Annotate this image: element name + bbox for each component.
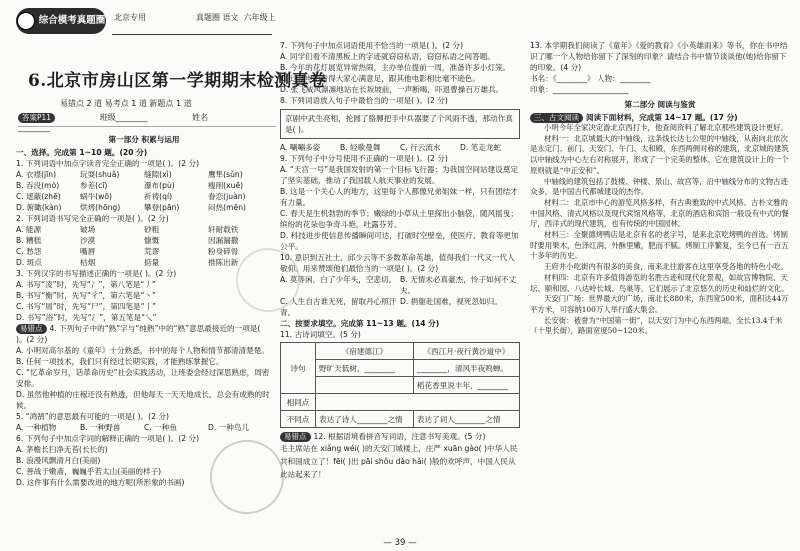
similarity-label: 相同点 <box>281 394 316 411</box>
reading-passage <box>530 123 790 337</box>
option[interactable]: C. 一种鱼 <box>144 423 177 432</box>
section2-heading: 二、按要求填空。完成第 11~13 题。(14 分) <box>280 319 440 328</box>
poem-table <box>280 342 520 428</box>
question-9-option-b[interactable]: B. 这是一个关心人的地方，这里每个人都像兄弟姐妹一样，只有团结才有力量。 <box>280 187 518 207</box>
question-2: 2. 下列词语书写完全正确的一项是( )。(2 分) <box>16 214 169 223</box>
option[interactable]: A. 一种植物 <box>16 423 57 432</box>
option[interactable]: C. 愁怨 <box>16 247 42 256</box>
option[interactable]: 慷慨 <box>144 236 160 245</box>
question-9-option-a[interactable]: A. “天宫一号”是我国发射的第一个目标飞行器；为我国空间站建设奠定了坚实基础，推动了我国载人航天事业的发展。 <box>280 165 518 185</box>
option[interactable]: 荒谬 <box>144 247 160 256</box>
question-8: 8. 下列词语放入句子中最恰当的一项是( )。(2 分) <box>280 96 448 105</box>
option[interactable]: 轩耐载铁 <box>208 225 239 234</box>
option[interactable]: A. 莫等闲，白了少年头，空悲切。 <box>280 275 397 284</box>
material-3: 材料三：全聚德烤鸭店是北京有名的老字号，是来北京吃烤鸭的首选。烤制时要用果木，色泽红润，外酥里嫩，肥而不腻。烤制工序繁复，至今已有一百五十多年的历史。 <box>530 230 789 261</box>
difference-blank[interactable]: 表达了词人________之情 <box>413 411 519 428</box>
question-3-option-a[interactable]: A. 书写“凌”时，先写“冫”，第八笔是“丿” <box>16 280 156 289</box>
option[interactable]: 破场 <box>80 225 96 234</box>
question-6-option-d[interactable]: D. 这件事有什么需要改进的地方呢(所形象的书画) <box>16 478 185 487</box>
material-4: 材料四：北京有许多值得游览的名胜古迹和现代化景观，如故宫博物院、天坛、颐和园、八达岭长城、鸟巢等，它们展示了北京悠久的历史和灿烂的文化。 <box>530 272 789 293</box>
option[interactable]: B. 无情未必真豪杰，怜子如何不丈夫。 <box>400 275 517 295</box>
question-12-passage: 毛主席站在 xiǎng wéi( )的天安门城楼上，庄严 xuān gào( )中华人民共和国成立了！fēi( )出 pāi shǒu dǎo hǎi( )般的欢呼声，中国人民从此站起来了！ <box>280 444 518 479</box>
column-right <box>530 40 790 337</box>
option[interactable]: D. 斑点 <box>16 258 42 267</box>
class-field[interactable]: 班级________ <box>99 113 148 122</box>
option[interactable]: C. 人生自古谁无死，留取丹心照汗青。 <box>280 297 397 317</box>
option[interactable]: 推陈出新 <box>208 258 239 267</box>
question-1-options <box>16 169 272 213</box>
option[interactable]: 砂粗 <box>144 225 160 234</box>
question-3-option-d[interactable]: D. 书写“浴”时，先写“氵”，第五笔是“乀” <box>16 313 157 322</box>
table-row <box>281 343 520 360</box>
question-12-tag: 易错点 <box>280 432 311 442</box>
question-12 <box>280 431 520 442</box>
question-8-options <box>280 142 520 153</box>
region-tag: 北京专用 <box>114 13 146 22</box>
question-4-option-d[interactable]: D. 虽然他种植的庄稼还没有熟透，但他每天一天天地成长，总会有成熟的时候。 <box>16 390 270 410</box>
page-title: 6.北京市房山区第一学期期末检测真卷 <box>28 71 327 91</box>
material-2: 材料二：北京市中心的游览风格多样，有古典雅致的中式风格、古朴文雅的中国风格、清式风格以及现代宾馆风格等，北京的酒店和宾馆一般设有中式的餐厅，西洋式的现代建筑，也有传统的中国园林。 <box>530 197 789 229</box>
material-4b: 天安门广场：世界最大的广场，南北长880米，东西宽500米，面积达44万平方米，可容纳100万人举行盛大集会。 <box>530 294 789 314</box>
question-10-options <box>280 274 520 318</box>
question-10: 10. 意识到五社士，邱少云等不多数革命英雄，值得我们一代又一代人敬仰。用来赞颂他们最恰当的一项是( )。(2 分) <box>280 253 515 273</box>
option[interactable]: B. 吞没(mò) <box>16 181 60 190</box>
question-7-option-b[interactable]: B. 今年的花灯展览异常热闹，主办单位提前一周，准备许多小灯笼。 <box>280 63 511 72</box>
table-row <box>281 377 520 394</box>
question-3: 3. 下列汉字的书写描述正确的一项是( )。(2 分) <box>16 269 177 278</box>
part1-heading: 第一部分 积累与运用 <box>108 135 180 144</box>
mascot-icon <box>17 12 35 30</box>
option[interactable]: 枯烟 <box>80 258 96 267</box>
question-7-option-c[interactable]: C. 这部电影看得大家心满意足，跟其他电影相比毫不逊色。 <box>280 74 480 83</box>
option[interactable]: A. 衣襟(jīn) <box>16 170 57 179</box>
option[interactable]: 蜗牛(wō) <box>80 192 112 201</box>
material-4c: 长安街：被誉为“中国第一街”，以天安门为中心东西两端，全长13.4千米（十里长街），路面宽度50~120米。 <box>530 315 783 336</box>
option[interactable]: 烘烤(hōng) <box>80 203 121 212</box>
faint-seal-mark <box>236 248 300 312</box>
option[interactable]: 嘴唇 <box>80 247 96 256</box>
option[interactable]: D. 一种鸟儿 <box>208 423 250 432</box>
poem-title-1: 《宿建德江》 <box>316 343 414 360</box>
question-9-option-d[interactable]: D. 科技进步使信息传播瞬间可达，打破时空壁垒，使医疗、教育等更加公平。 <box>280 231 519 251</box>
option[interactable]: B. 轻歌曼舞 <box>340 143 381 152</box>
question-6-option-b[interactable]: B. 浪漫风飘清月白(美丽) <box>16 456 101 465</box>
page-number: — 39 — <box>383 538 417 548</box>
option[interactable]: D. 捐躯赴国难，视死忽如归。 <box>400 297 502 306</box>
option[interactable]: D. 笔走龙蛇 <box>460 143 502 152</box>
question-6: 6. 下列句子中加点字词的解释正确的一项是( )。(2 分) <box>16 434 200 443</box>
table-row <box>281 411 520 428</box>
table-row <box>281 360 520 377</box>
option[interactable]: 缝隙(xì) <box>144 170 172 179</box>
table-row <box>281 394 520 411</box>
option[interactable]: A. 能源 <box>16 225 42 234</box>
question-4-option-c[interactable]: C. “忆革命岁月，话革命历史”社会实践活动，让班委会经过深思熟虑，周密安排。 <box>16 368 270 388</box>
option[interactable]: 掂量 <box>144 258 160 267</box>
series-logo <box>16 8 106 34</box>
column-left <box>16 130 272 488</box>
question-4-tag: 易错点 <box>16 324 47 334</box>
question-1: 1. 下列词语中加点字读音完全正确的一项是( )。(2 分) <box>16 159 200 168</box>
question-9-option-c[interactable]: C. 春天是生机勃勃的季节；嫩绿的小草从土里探出小脑袋，随风摇曳；缤纷的花朵也争奇斗艳，吐露芬芳。 <box>280 209 518 229</box>
logo-text: 综合模考真题圈 <box>38 15 106 26</box>
material-3b: 王府井小吃街内有很多的美食，南来北往游客在这里享受各地的特色小吃。 <box>544 262 788 272</box>
poem-line-blank[interactable] <box>316 377 414 394</box>
material-1: 材料一：北京城最大的中轴线，这条线长达七公里的中轴线，从南向北依次是永定门、前门、天安门、午门、太和殿，东西两侧对称的建筑，北京城的建筑以中轴线为中心左右对称展开，形成了一个完美的整体。它在建筑设计上的一个原则就是“中正安和”。 <box>530 133 789 175</box>
option[interactable]: 鹰隼(sǔn) <box>208 170 243 179</box>
question-13-impression-line[interactable]: 印象：____________________ <box>530 85 629 94</box>
part2-heading: 第二部分 阅读与鉴赏 <box>624 100 696 109</box>
difference-blank[interactable]: 表达了诗人________之情 <box>316 411 414 428</box>
option[interactable]: C. 遮蔽(zhē) <box>16 192 61 201</box>
option[interactable]: 瘦削(xuē) <box>208 181 244 190</box>
option[interactable]: 攀登(pān) <box>144 203 180 212</box>
question-6-option-c[interactable]: C. 善战于嫩斋，巍巍乎若太山(美丽的样子) <box>16 467 162 476</box>
intro-paragraph: 小明今年全家决定游北京西打卡，他查阅资料了解北京那些建筑设计更好。 <box>544 123 788 132</box>
poem-line-blank[interactable]: 野旷天低树，________ <box>316 360 414 377</box>
answer-ref: 答案P11 <box>18 113 55 123</box>
question-3-option-b[interactable]: B. 书写“衡”时，先写“彳”，第六笔是“丶” <box>16 291 156 300</box>
similarity-blank[interactable] <box>316 394 520 411</box>
section3-heading <box>530 112 790 123</box>
question-7-option-d[interactable]: D. 张飞威风凛凛地站在长坂坡前，一声断喝，吓退曹操百万雄兵。 <box>280 85 504 94</box>
option[interactable]: C. 行云流水 <box>400 143 441 152</box>
question-7: 7. 下列句子中加点词语使用不恰当的一项是( )。(2 分) <box>280 41 464 50</box>
section3-text: 阅读下面材料，完成第 14~17 题。(17 分) <box>586 113 738 122</box>
option[interactable]: 因漏漏撒 <box>208 236 239 245</box>
difference-label: 不同点 <box>281 411 316 428</box>
poem-line-blank[interactable]: 稻花香里说丰年，________ <box>413 377 519 394</box>
option[interactable]: 闷热(mēn) <box>208 203 246 212</box>
question-2-options <box>16 224 272 268</box>
option[interactable]: 瀑布(pù) <box>144 181 175 190</box>
series-label <box>196 12 276 23</box>
option[interactable]: 玩耍(shuǎ) <box>80 170 120 179</box>
question-9: 9. 下列句子中分号使用不正确的一项是( )。(2 分) <box>280 154 448 163</box>
question-6-option-a[interactable]: A. 茅檐长扫净无苔(长长的) <box>16 445 108 454</box>
column-middle <box>280 40 520 481</box>
answer-row <box>18 112 276 132</box>
question-11: 11. 古诗词填空。(5 分) <box>280 330 361 339</box>
question-4 <box>16 323 272 345</box>
difficulty-stats: 易错点 2 道 易考点 1 道 新题点 1 道 <box>60 99 192 108</box>
option[interactable]: B. 糟糕 <box>16 236 42 245</box>
question-5: 5. “鸿鹄”的意思最有可能的一项是( )。(2 分) <box>16 412 169 421</box>
question-7-option-a[interactable]: A. 同学们看不清黑板上的字迹就窃窃私语，窃窃私语之间答题。 <box>280 52 495 61</box>
option[interactable]: B. 一种野兽 <box>80 423 121 432</box>
grade-label: 六年级上 <box>243 13 276 22</box>
material-1b: 中轴线的建筑包括了鼓楼、钟楼、景山、故宫等，沿中轴线分布的文物古迹众多，是中国古代都城建设的杰作。 <box>530 176 788 197</box>
question-4-option-a[interactable]: A. 小明对高尔基的《童年》十分熟悉，书中的每个人物和情节都清清楚楚。 <box>16 346 269 355</box>
question-12-text: 12. 根据语境看拼音写词语，注意书写美观。(5 分) <box>313 432 486 441</box>
option[interactable]: 沙漠 <box>80 236 96 245</box>
option[interactable]: 祈祷(qí) <box>144 192 173 201</box>
series-name: 真题圈 语文 <box>196 13 239 22</box>
question-5-options <box>16 422 272 433</box>
question-4-option-b[interactable]: B. 任何一项技术，我们只有经过长期实践，才能熟练掌握它。 <box>16 357 224 366</box>
question-8-passage: 京剧中武生亮相，抡圆了胳膊把手中兵器要了个风雨不透，那动作真是( )。 <box>280 109 520 139</box>
question-13: 13. 本学期我们阅读了《童年》《爱的教育》《小英雄雨来》等书，你在书中结识了哪一个人物给你留下了深刻的印象？请结合书中情节谈谈他(她)给你留下的印象。(4 分) <box>530 41 788 72</box>
option[interactable]: 粉身碎骨 <box>208 247 239 256</box>
poem-row-label: 诗句 <box>281 343 316 394</box>
name-field[interactable]: 姓名________ <box>18 113 209 132</box>
question-4-text: 4. 下列句子中的“熟”字与“纯熟”中的“熟”意思最接近的一项是( )。(2 分) <box>16 324 261 344</box>
option[interactable]: A. 唰唰多姿 <box>280 143 321 152</box>
question-13-book-line[interactable]: 书名：《________》 人物：________ <box>530 74 651 83</box>
option[interactable]: 眷恋(juàn) <box>208 192 246 201</box>
question-3-option-c[interactable]: C. 书写“屑”时，先写“尸”，第四笔是“丨” <box>16 302 157 311</box>
option[interactable]: 参差(cī) <box>80 181 108 190</box>
section1-heading: 一、选择。完成第 1~10 题。(20 分) <box>16 148 148 157</box>
poem-line-blank[interactable]: ________，清风半夜鸣蝉。 <box>413 360 519 377</box>
section3-tag: 三、古文阅读 <box>530 113 583 123</box>
header-rule <box>112 34 272 35</box>
poem-title-2: 《西江月·夜行黄沙道中》 <box>413 343 519 360</box>
option[interactable]: D. 俯瞰(kàn) <box>16 203 62 212</box>
